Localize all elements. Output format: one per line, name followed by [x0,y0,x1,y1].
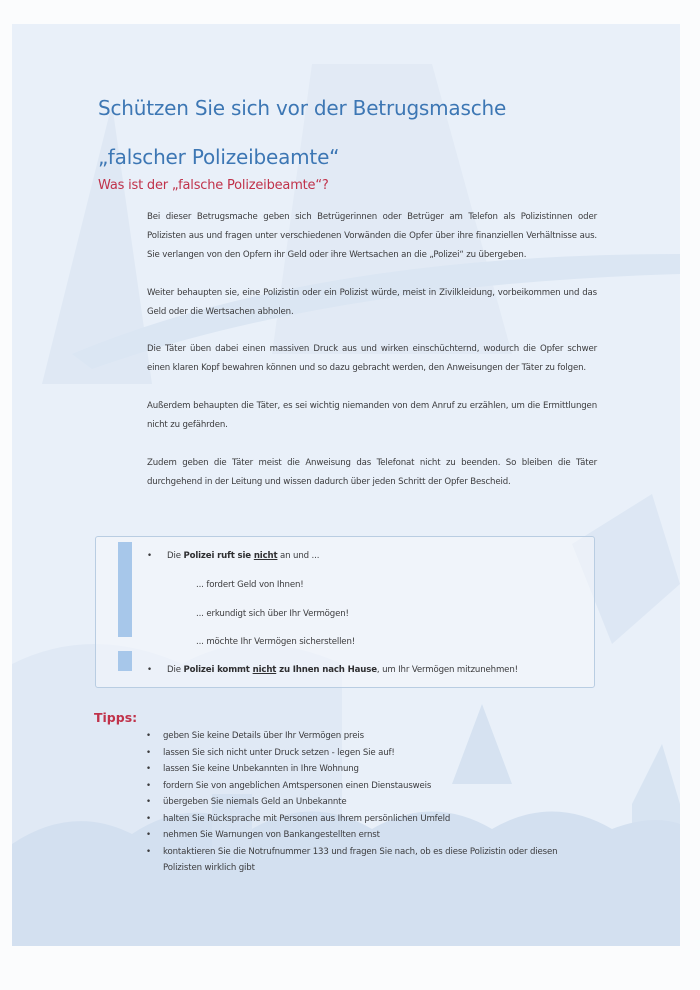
paragraph: Zudem geben die Täter meist die Anweisung das Telefonat nicht zu beenden. So bleiben die Täter durchgehend in der Leitung und wissen dadurch über jeden Schritt der Opfer Bescheid. [147,457,597,487]
paragraph: Bei dieser Betrugsmache geben sich Betrügerinnen oder Betrüger am Telefon als Polizistinnen oder Polizisten aus und fragen unter verschiedenen Vorwänden die Opfer über ihre finanziellen Verhältnisse aus. Sie verlangen von den Opfern ihr Geld oder ihre Wertsachen an die „Polizei“ zu übergeben. [147,212,597,260]
bullet-icon: • [146,846,151,857]
tip-item: • fordern Sie von angeblichen Amtspersonen einen Dienstausweis [146,778,586,795]
paragraph: Die Täter üben dabei einen massiven Druck aus und wirken einschüchternd, wodurch die Opfer schwer einen klaren Kopf bewahren können und so dazu gebracht werden, den Anweisungen der Täter zu folgen. [147,344,597,374]
section-body [147,208,597,510]
page-title-line-1: Schützen Sie sich vor der Betrugsmasche [98,96,507,120]
paragraph: Weiter behaupten sie, eine Polizistin oder ein Polizist würde, meist in Zivilkleidung, vorbeikommen und das Geld oder die Wertsachen abholen. [147,287,597,317]
bullet-icon: • [146,780,151,791]
exclamation-icon-bar [118,542,132,637]
tip-item: • geben Sie keine Details über Ihr Vermögen preis [146,728,586,745]
tips-heading: Tipps: [94,710,138,725]
page-title [98,84,506,182]
bullet-icon: • [147,665,152,675]
tip-item: • kontaktieren Sie die Notrufnummer 133 und fragen Sie nach, ob es diese Polizistin oder diesen Polizisten wirklich gibt [146,844,586,877]
police-notice-box [95,536,595,688]
section-heading: Was ist der „falsche Polizeibeamte“? [98,178,329,193]
bullet-icon: • [146,731,151,741]
bullet-icon: • [146,764,151,774]
exclamation-icon-dot [118,651,132,671]
notice-item-police-visits: • Die Polizei kommt nicht zu Ihnen nach Hause, um Ihr Vermögen mitzunehmen! [147,665,518,675]
notice-subitem: ... möchte Ihr Vermögen sicherstellen! [196,637,356,647]
page-title-line-2: „falscher Polizeibeamte“ [98,145,340,169]
bullet-icon: • [147,551,152,561]
emphasis-nicht: nicht [252,665,277,675]
tip-item: • nehmen Sie Warnungen von Bankangestellten ernst [146,827,586,844]
notice-subitem: ... erkundigt sich über Ihr Vermögen! [196,609,349,619]
notice-subitem: ... fordert Geld von Ihnen! [196,580,304,590]
tip-item: • lassen Sie sich nicht unter Druck setzen - legen Sie auf! [146,745,586,762]
paragraph: Außerdem behaupten die Täter, es sei wichtig niemanden von dem Anruf zu erzählen, um die Ermittlungen nicht zu gefährden. [147,401,597,430]
tip-item: • halten Sie Rücksprache mit Personen aus Ihrem persönlichen Umfeld [146,811,586,828]
bullet-icon: • [146,830,151,840]
emphasis-nicht: nicht [253,551,278,561]
tip-item: • übergeben Sie niemals Geld an Unbekannte [146,794,586,811]
bullet-icon: • [146,747,151,758]
tip-item: • lassen Sie keine Unbekannten in Ihre Wohnung [146,761,586,778]
notice-item-police-calls: • Die Polizei ruft sie nicht an und ... [147,551,320,561]
bullet-icon: • [146,813,151,824]
bullet-icon: • [146,797,151,807]
tips-list [146,728,586,877]
